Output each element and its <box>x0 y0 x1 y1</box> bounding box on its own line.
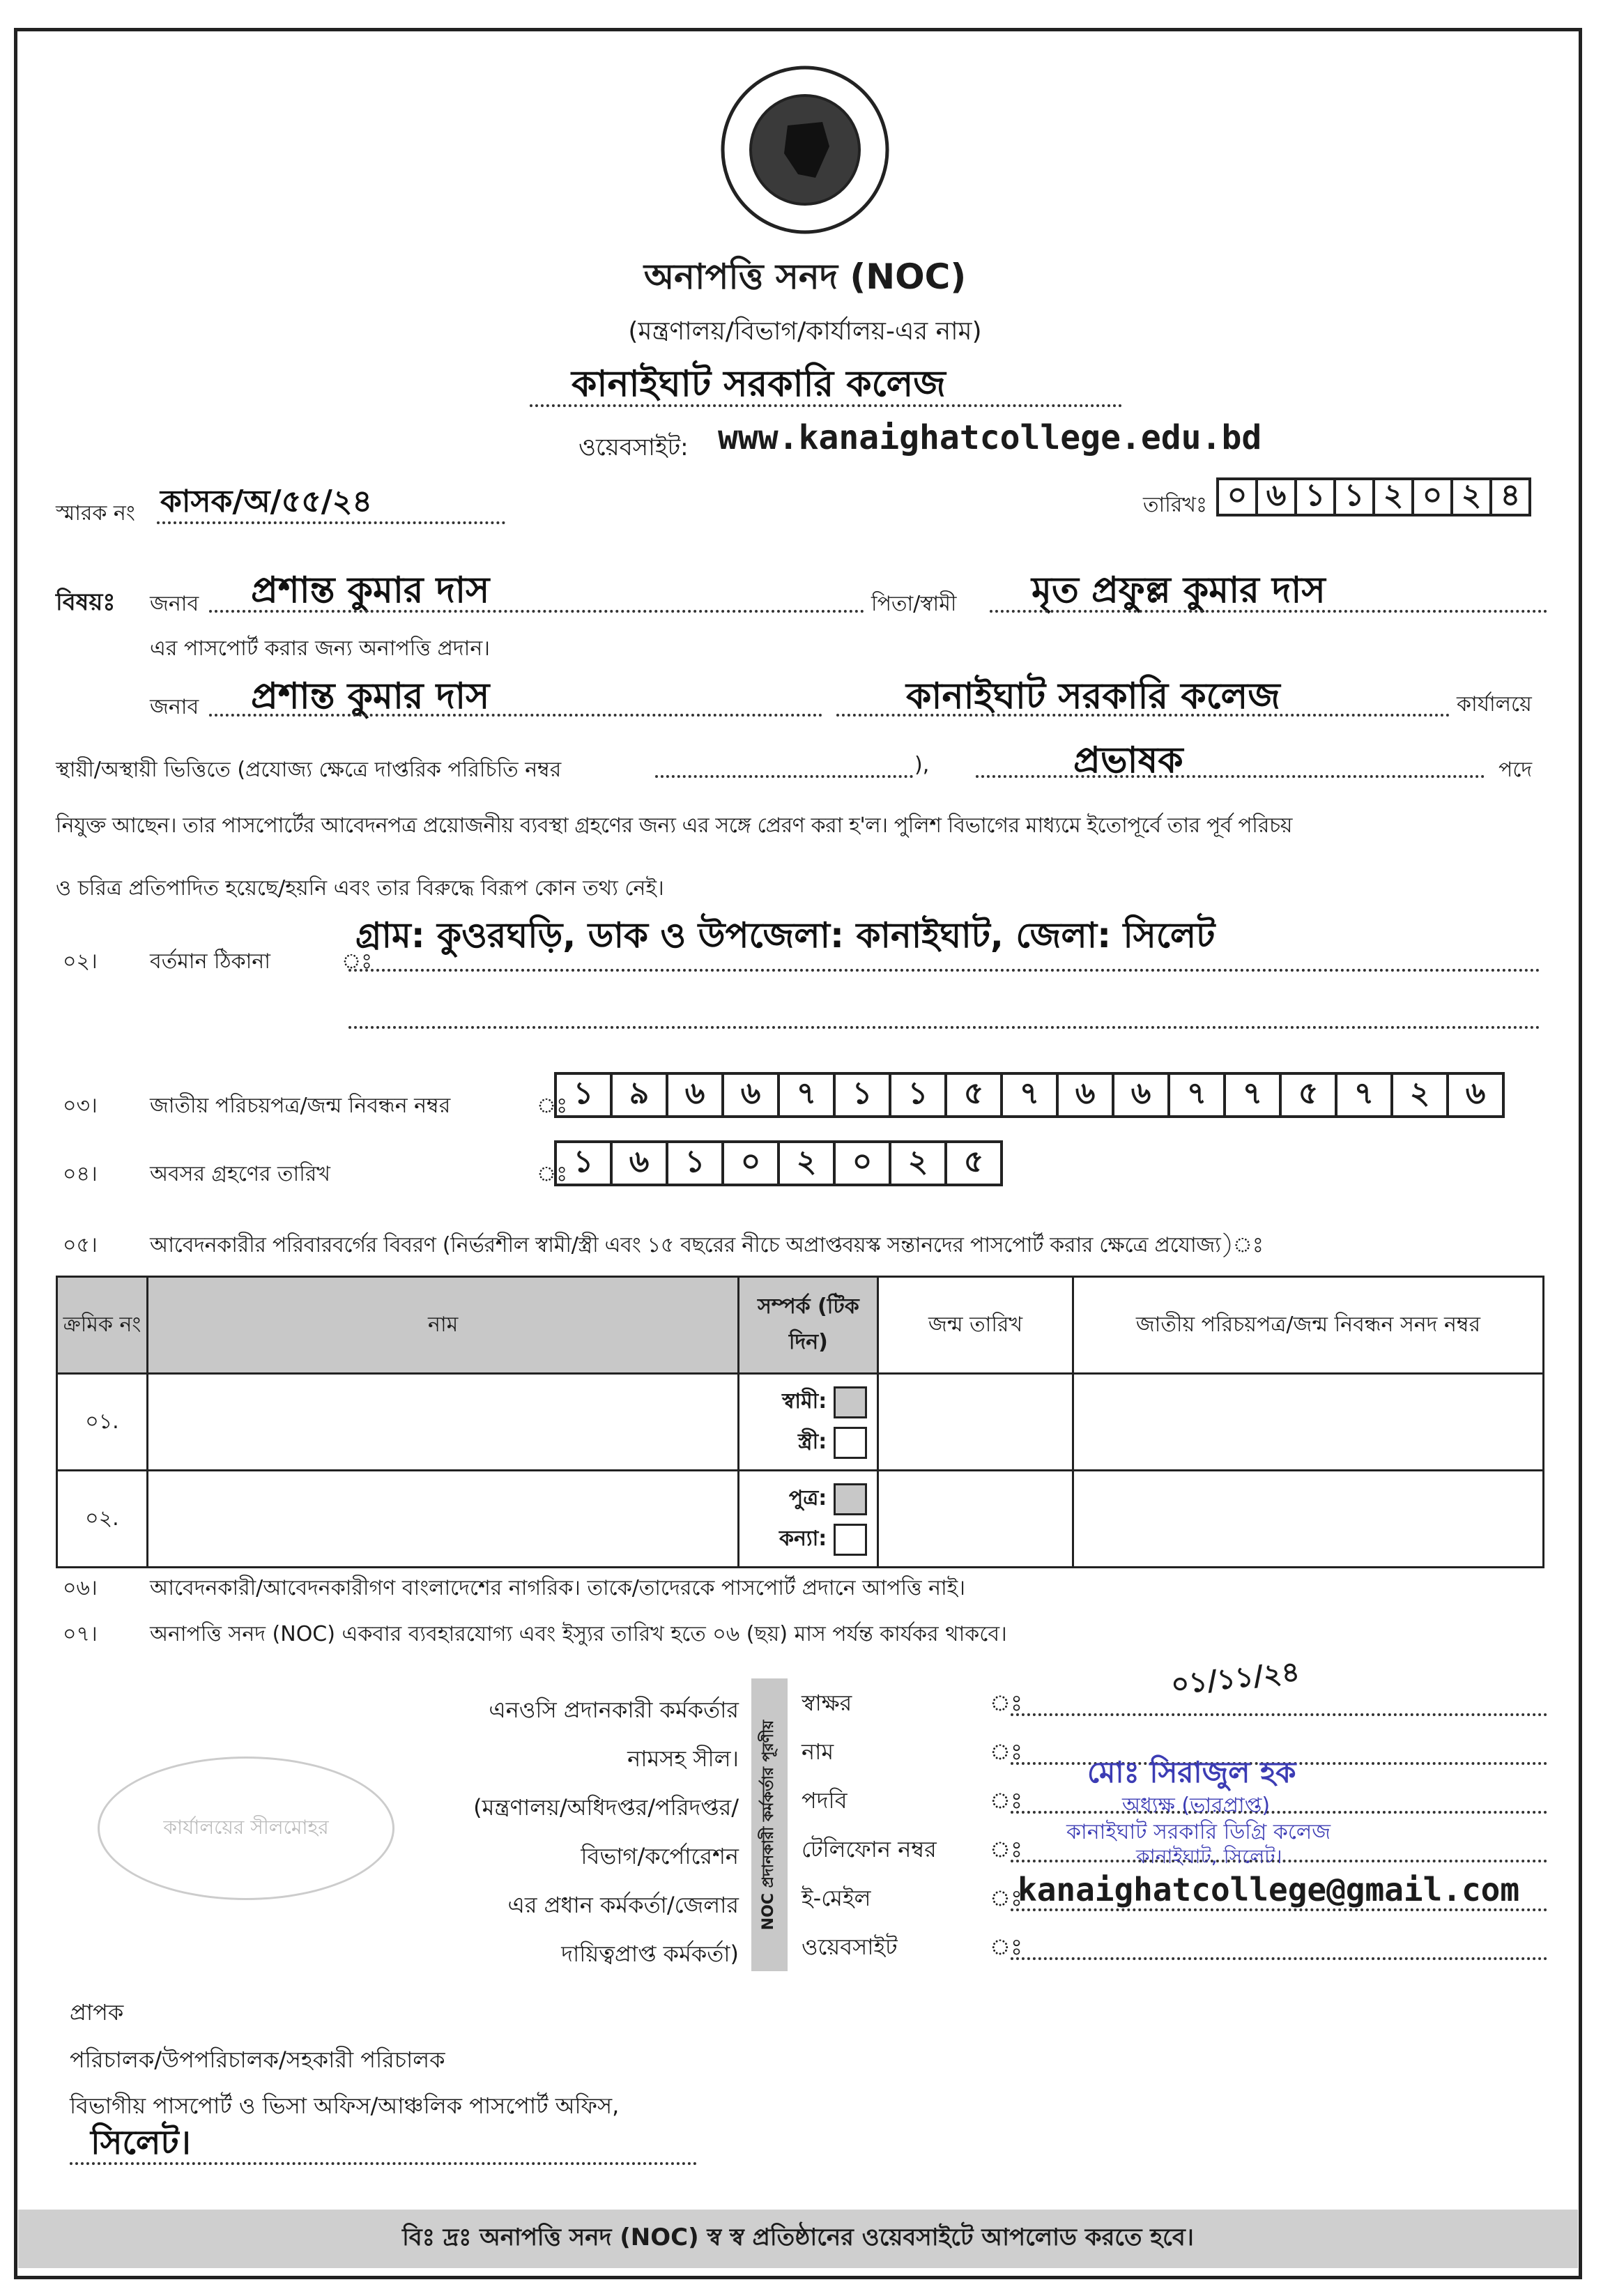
nid-digit-cell: ১ <box>554 1072 613 1118</box>
signatory-left <box>390 1685 739 1978</box>
recipient-line2: বিভাগীয় পাসপোর্ট ও ভিসা অফিস/আঞ্চলিক পাসপোর্ট অফিস, <box>70 2092 620 2119</box>
retire-digit-cell: ০ <box>721 1140 780 1186</box>
memo-value: কাসক/অ/৫৫/২৪ <box>160 484 372 519</box>
table-row <box>57 1471 1544 1568</box>
body-office-dotline <box>836 714 1450 717</box>
subject-father-name: মৃত প্রফুল্ল কুমার দাস <box>1032 569 1326 611</box>
signatory-line: এর প্রধান কর্মকর্তা/জেলার <box>507 1892 739 1918</box>
designation-dotline <box>976 775 1485 778</box>
vertical-label: NOC প্রদানকারী কর্মকর্তার পূরণীয় <box>760 1720 778 1930</box>
item-04-label: অবসর গ্রহণের তারিখ <box>150 1162 330 1186</box>
item-07-text: অনাপত্তি সনদ (NOC) একবার ব্যবহারযোগ্য এবং ইস্যুর তারিখ হতে ০৬ (ছয়) মাস পর্যন্ত কার্যকর থাকবে। <box>150 1622 1007 1646</box>
recipient-city-dotline <box>70 2162 697 2165</box>
address-dotline-1 <box>348 969 1540 972</box>
row-serial: ০১. <box>57 1374 148 1471</box>
item-05-number: ০৫। <box>63 1233 98 1257</box>
footer-note: বিঃ দ্রঃ অনাপত্তি সনদ (NOC) স্ব স্ব প্রতিষ্ঠানের ওয়েবসাইটে আপলোড করতে হবে। <box>402 2223 1194 2251</box>
nid-digit-cell: ৭ <box>1335 1072 1393 1118</box>
page-title: অনাপত্তি সনদ (NOC) <box>643 257 967 297</box>
date-digit-cell: ৬ <box>1255 477 1297 516</box>
field-colon: ঃ <box>990 1885 1023 1911</box>
row-name-cell[interactable] <box>147 1471 739 1568</box>
field-colon: ঃ <box>990 1738 1023 1765</box>
th-relation: সম্পর্ক (টিক দিন) <box>739 1277 878 1374</box>
nid-digit-cell: ৫ <box>1279 1072 1337 1118</box>
signatory-line: বিভাগ/কর্পোরেশন <box>581 1843 739 1869</box>
date-digit-cell: ০ <box>1411 477 1453 516</box>
signatory-line: দায়িত্বপ্রাপ্ত কর্মকর্তা) <box>561 1941 739 1967</box>
stamp-title: অধ্যক্ষ (ভারপ্রাপ্ত) <box>1122 1793 1271 1818</box>
item-02-label: বর্তমান ঠিকানা <box>150 949 270 974</box>
website-label: ওয়েবসাইট: <box>578 434 689 461</box>
email-dotline <box>1011 1908 1547 1911</box>
memo-dotline <box>157 521 505 524</box>
date-digit-cell: ০ <box>1216 477 1258 516</box>
date-digit-cell: ২ <box>1372 477 1414 516</box>
rel-son-label: পুত্র: <box>788 1486 827 1510</box>
field-email-label: ই-মেইল <box>802 1885 871 1911</box>
row-name-cell[interactable] <box>147 1374 739 1471</box>
row-birthdate-cell[interactable] <box>878 1471 1073 1568</box>
item-04-colon: ঃ <box>537 1162 568 1186</box>
table-row <box>57 1374 1544 1471</box>
nid-boxes <box>554 1072 1502 1118</box>
retire-digit-cell: ১ <box>666 1140 724 1186</box>
date-label: তারিখঃ <box>1143 493 1207 517</box>
field-phone-label: টেলিফোন নম্বর <box>802 1836 937 1862</box>
stamp-org: কানাইঘাট সরকারি ডিগ্রি কলেজ <box>1066 1820 1331 1844</box>
nid-digit-cell: ৬ <box>666 1072 724 1118</box>
nid-digit-cell: ৭ <box>1167 1072 1226 1118</box>
stamp-place: কানাইঘাট, সিলেট। <box>1136 1845 1282 1868</box>
row-serial: ০২. <box>57 1471 148 1568</box>
th-name: নাম <box>147 1277 739 1374</box>
retire-digit-cell: ১ <box>554 1140 613 1186</box>
field-name-label: নাম <box>802 1738 834 1765</box>
family-table <box>56 1276 1544 1568</box>
field-colon: ঃ <box>990 1787 1023 1814</box>
retire-digit-cell: ৫ <box>944 1140 1003 1186</box>
item-03-colon: ঃ <box>537 1094 568 1118</box>
recipient-label: প্রাপক <box>70 1999 124 2026</box>
subject-father-dotline <box>990 610 1547 613</box>
row-birthdate-cell[interactable] <box>878 1374 1073 1471</box>
field-designation-label: পদবি <box>802 1787 848 1814</box>
date-digit-cell: ৪ <box>1489 477 1531 516</box>
son-checkbox[interactable] <box>834 1483 867 1515</box>
th-serial: ক্রমিক নং <box>57 1277 148 1374</box>
subject-line2: এর পাসপোর্ট করার জন্য অনাপত্তি প্রদান। <box>150 636 490 661</box>
body-office: কানাইঘাট সরকারি কলেজ <box>906 675 1280 717</box>
field-colon: ঃ <box>990 1836 1023 1862</box>
th-birthdate: জন্ম তারিখ <box>878 1277 1073 1374</box>
office-name-dotline <box>530 404 1122 407</box>
item-02-number: ০২। <box>63 949 98 974</box>
item-04-number: ০৪। <box>63 1162 98 1186</box>
date-digit-cell: ১ <box>1294 477 1336 516</box>
address-dotline-2 <box>348 1026 1540 1029</box>
wife-checkbox[interactable] <box>834 1427 867 1459</box>
th-nid: জাতীয় পরিচয়পত্র/জন্ম নিবন্ধন সনদ নম্বর <box>1073 1277 1543 1374</box>
item-03-label: জাতীয় পরিচয়পত্র/জন্ম নিবন্ধন নম্বর <box>150 1094 451 1118</box>
husband-checkbox[interactable] <box>834 1386 867 1418</box>
row-relation-cell <box>739 1471 878 1568</box>
body-line3: নিযুক্ত আছেন। তার পাসপোর্টের আবেদনপত্র প্রয়োজনীয় ব্যবস্থা গ্রহণের জন্য এর সঙ্গে প্রেরণ করা হ'ল। পুলিশ বিভাগের মাধ্যমে ইতোপূর্বে তার পূর্ব পরিচয় <box>56 813 1293 838</box>
official-id-dotline <box>655 775 913 778</box>
signatory-line: নামসহ সীল। <box>627 1745 739 1772</box>
body-line2-prefix: স্থায়ী/অস্থায়ী ভিত্তিতে (প্রযোজ্য ক্ষেত্রে দাপ্তরিক পরিচিতি নম্বর <box>56 758 562 782</box>
body-name: প্রশান্ত কুমার দাস <box>251 675 490 717</box>
body-line2-suffix: পদে <box>1498 758 1533 782</box>
body-office-suffix: কার্যালয়ে <box>1457 692 1532 717</box>
nid-digit-cell: ৬ <box>721 1072 780 1118</box>
memo-label: স্মারক নং <box>56 501 135 526</box>
rel-wife-label: স্ত্রী: <box>798 1430 827 1454</box>
retire-digit-cell: ২ <box>889 1140 947 1186</box>
nid-digit-cell: ৬ <box>1446 1072 1505 1118</box>
nid-digit-cell: ১ <box>833 1072 891 1118</box>
retire-digit-cell: ৬ <box>610 1140 668 1186</box>
family-table-header <box>57 1277 1544 1374</box>
paren-close: ), <box>914 753 930 777</box>
body-mr-label: জনাব <box>150 695 199 719</box>
body-line4: ও চরিত্র প্রতিপাদিত হয়েছে/হয়নি এবং তার বিরুদ্ধে বিরূপ কোন তথ্য নেই। <box>56 876 664 901</box>
nid-digit-cell: ৭ <box>1000 1072 1059 1118</box>
row-relation-cell <box>739 1374 878 1471</box>
recipient-city: সিলেট। <box>91 2123 191 2162</box>
present-address: গ্রাম: কুওরঘড়ি, ডাক ও উপজেলা: কানাইঘাট, জেলা: সিলেট <box>355 915 1216 956</box>
rel-husband-label: স্বামী: <box>782 1389 827 1414</box>
office-name: কানাইঘাট সরকারি কলেজ <box>572 363 946 405</box>
footer-note-bar <box>18 2210 1578 2268</box>
date-digit-cell: ২ <box>1450 477 1492 516</box>
daughter-checkbox[interactable] <box>834 1524 867 1556</box>
retire-digit-cell: ২ <box>777 1140 836 1186</box>
item-07-number: ০৭। <box>63 1622 98 1646</box>
nid-digit-cell: ১ <box>889 1072 947 1118</box>
field-website-label: ওয়েবসাইট <box>802 1934 898 1960</box>
nid-digit-cell: ৬ <box>1056 1072 1114 1118</box>
date-boxes <box>1216 477 1528 516</box>
office-seal-oval <box>98 1757 394 1900</box>
nid-digit-cell: ৯ <box>610 1072 668 1118</box>
field-colon: ঃ <box>990 1934 1023 1960</box>
nid-digit-cell: ৬ <box>1112 1072 1170 1118</box>
vertical-gray-bar <box>751 1678 788 1971</box>
subject-name: প্রশান্ত কুমার দাস <box>251 569 490 611</box>
item-03-number: ০৩। <box>63 1094 98 1118</box>
item-05-label: আবেদনকারীর পরিবারবর্গের বিবরণ (নির্ভরশীল স্বামী/স্ত্রী এবং ১৫ বছরের নীচে অপ্রাপ্তবয়স্ক সন্তানদের পাসপোর্ট করার ক্ষেত্রে প্রযোজ্য)ঃ <box>150 1233 1264 1257</box>
website-value: www.kanaighatcollege.edu.bd <box>718 418 1262 457</box>
body-name-dotline <box>209 714 822 717</box>
retire-digit-cell: ০ <box>833 1140 891 1186</box>
page-subtitle: (মন্ত্রণালয়/বিভাগ/কার্যালয়-এর নাম) <box>628 317 982 346</box>
subject-label: বিষয়ঃ <box>56 588 116 616</box>
designation: প্রভাষক <box>1073 740 1183 781</box>
government-emblem <box>718 63 892 237</box>
signatory-line: এনওসি প্রদানকারী কর্মকর্তার <box>489 1697 739 1723</box>
date-digit-cell: ১ <box>1333 477 1375 516</box>
signatory-line: (মন্ত্রণালয়/অধিদপ্তর/পরিদপ্তর/ <box>473 1794 739 1821</box>
row-nid-cell[interactable] <box>1073 1471 1543 1568</box>
designation-dotline <box>1011 1811 1547 1814</box>
subject-name-dotline <box>209 610 864 613</box>
row-nid-cell[interactable] <box>1073 1374 1543 1471</box>
subject-father-label: পিতা/স্বামী <box>871 592 957 616</box>
signature-dotline <box>1011 1713 1547 1716</box>
nid-digit-cell: ২ <box>1390 1072 1449 1118</box>
stamp-name: মোঃ সিরাজুল হক <box>1087 1755 1296 1789</box>
emblem-icon <box>718 63 892 237</box>
email-value: kanaighatcollege@gmail.com <box>1018 1871 1520 1908</box>
retirement-date-boxes <box>554 1140 1000 1186</box>
signature-date: ০১/১১/২৪ <box>1169 1655 1301 1701</box>
item-06-number: ০৬। <box>63 1576 98 1600</box>
nid-digit-cell: ৭ <box>1223 1072 1282 1118</box>
recipient-line1: পরিচালক/উপপরিচালক/সহকারী পরিচালক <box>70 2046 445 2073</box>
website-dotline <box>1011 1957 1547 1960</box>
item-02-colon: ঃ <box>342 949 373 974</box>
rel-daughter-label: কন্যা: <box>779 1526 827 1551</box>
subject-mr-label: জনাব <box>150 592 199 616</box>
nid-digit-cell: ৭ <box>777 1072 836 1118</box>
nid-digit-cell: ৫ <box>944 1072 1003 1118</box>
field-signature-label: স্বাক্ষর <box>802 1690 852 1716</box>
field-colon: ঃ <box>990 1690 1023 1716</box>
item-06-text: আবেদনকারী/আবেদনকারীগণ বাংলাদেশের নাগরিক। তাকে/তাদেরকে পাসপোর্ট প্রদানে আপত্তি নাই। <box>150 1576 966 1600</box>
seal-placeholder-text: কার্যালয়ের সীলমোহর <box>163 1815 329 1839</box>
